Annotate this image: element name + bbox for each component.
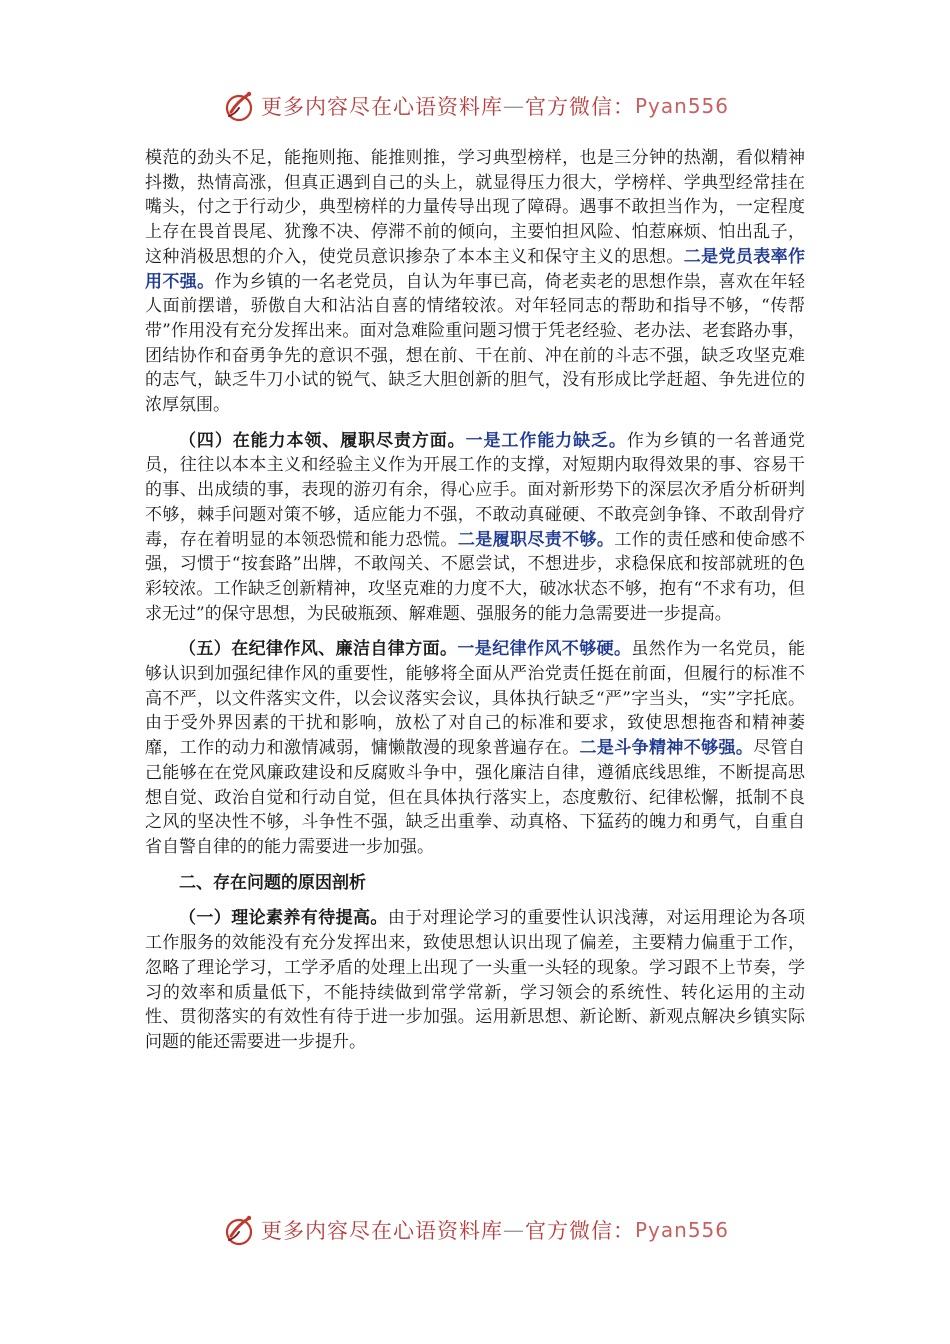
paragraph-text: 作为乡镇的一名普通党员，往往以本本主义和经验主义作为开展工作的支撑，对短期内取得效果的事、容易干的事、出成绩的事，表现的游刃有余，得心应手。面对新形势下的深层次矛盾分析研判不够，棘手问题对策不够，适应能力不强，不敢动真碰硬、不敢亮剑争锋、不敢刮骨疗毒，存在着明显的本领恐慌和能力恐慌。 — [145, 430, 806, 550]
paragraph-text: 工作的责任感和使命感不强，习惯于“按套路”出牌，不敢闯关、不愿尝试，不想进步，求稳保底和按部就班的色彩较浓。工作缺乏创新精神，攻坚克难的力度不大，破冰状态不够，抱有“不求有功，但求无过”的保守思想，为民破瓶颈、解难题、强服务的能力急需要进一步提高。 — [145, 529, 806, 624]
paragraph-discipline — [145, 637, 805, 859]
highlight-phrase: 二是斗争精神不够强。 — [579, 738, 754, 759]
banner-text: 更多内容尽在心语资料库 — [260, 1219, 503, 1243]
ink-brush-logo-icon — [221, 88, 257, 124]
paragraph-text: 虽然作为一名党员，能够认识到加强纪律作风的重要性，能够将全面从严治党责任挺在前面，但履行的标准不高不严，以文件落实文件，以会议落实会议，具体执行缺乏“严”字当头，“实”字托底。由于受外界因素的干扰和影响，放松了对自己的标准和要求，致使思想拖沓和精神萎靡，工作的动力和激情减弱，慵懒散漫的现象普遍存在。 — [145, 639, 806, 759]
banner-wechat-id: Pyan556 — [634, 1218, 729, 1242]
highlight-phrase: 一是纪律作风不够硬。 — [457, 639, 632, 660]
banner-separator: — — [502, 1218, 525, 1242]
highlight-phrase: 一是工作能力缺乏。 — [465, 430, 627, 451]
paragraph-ability — [145, 429, 805, 627]
paragraph-text: 尽管自己能够在在党风廉政建设和反腐败斗争中，强化廉洁自律，遵循底线思维，不断提高思想自觉、政治自觉和行动自觉，但在具体执行落实上，态度敷衍、纪律松懈，抵制不良之风的坚决性不够，斗争性不强，缺乏出重拳、动真格、下猛药的魄力和勇气，自重自省自警自律的的能力需要进一步加强。 — [145, 738, 806, 857]
header-banner — [0, 88, 950, 124]
paragraph-text: 由于对理论学习的重要性认识浅薄，对运用理论为各项工作服务的效能没有充分发挥出来，致使思想认识出现了偏差，主要精力偏重于工作，忽略了理论学习，工学矛盾的处理上出现了一头重一头轻的现象。学习跟不上节奏，学习的效率和质量低下，不能持续做到常学常新，学习领会的系统性、转化运用的主动性、贯彻落实的有效性有待于进一步加强。运用新思想、新论断、新观点解决乡镇实际问题的能还需要进一步提升。 — [145, 908, 806, 1052]
paragraph-heading: （四）在能力本领、履职尽责方面。 — [179, 430, 466, 451]
ink-brush-logo-icon — [221, 1212, 257, 1248]
highlight-phrase: 二是党员表率作用不强。 — [145, 246, 806, 292]
highlight-phrase: 二是履职尽责不够。 — [457, 529, 615, 550]
paragraph-heading: （五）在纪律作风、廉洁自律方面。 — [179, 639, 458, 660]
paragraph-text: 模范的劲头不足，能拖则拖、能推则推，学习典型榜样，也是三分钟的热潮，看似精神抖擞，热情高涨，但真正遇到自己的头上，就显得压力很大，学榜样、学典型经常挂在嘴头，付之于行动少，典型榜样的力量传导出现了障碍。遇事不敢担当作为，一定程度上存在畏首畏尾、犹豫不决、停滞不前的倾向，主要怕担风险、怕惹麻烦、怕出乱子，这种消极思想的介入，使党员意识掺杂了本本主义和保守主义的思想。 — [145, 148, 805, 267]
banner-text: 更多内容尽在心语资料库 — [260, 95, 503, 119]
section-title: 二、存在问题的原因剖析 — [179, 872, 366, 893]
paragraph-theory — [145, 906, 805, 1054]
banner-label: 官方微信： — [524, 95, 635, 119]
footer-banner — [0, 1212, 950, 1248]
banner-wechat-id: Pyan556 — [634, 94, 729, 118]
paragraph-heading: （一）理论素养有待提高。 — [179, 908, 388, 929]
banner-separator: — — [502, 94, 525, 118]
paragraph-party-role — [145, 146, 805, 418]
document-body — [145, 146, 805, 1055]
paragraph-text: 作为乡镇的一名老党员，自认为年事已高，倚老卖老的思想作祟，喜欢在年轻人面前摆谱，骄傲自大和沾沾自喜的情绪较浓。对年轻同志的帮助和指导不够，“传帮带”作用没有充分发挥出来。面对急难险重问题习惯于凭老经验、老办法、老套路办事，团结协作和奋勇争先的意识不强，想在前、干在前、冲在前的斗志不强，缺乏攻坚克难的志气，缺乏牛刀小试的锐气、缺乏大胆创新的胆气，没有形成比学赶超、争先进位的浓厚氛围。 — [145, 271, 806, 416]
banner-label: 官方微信： — [524, 1219, 635, 1243]
